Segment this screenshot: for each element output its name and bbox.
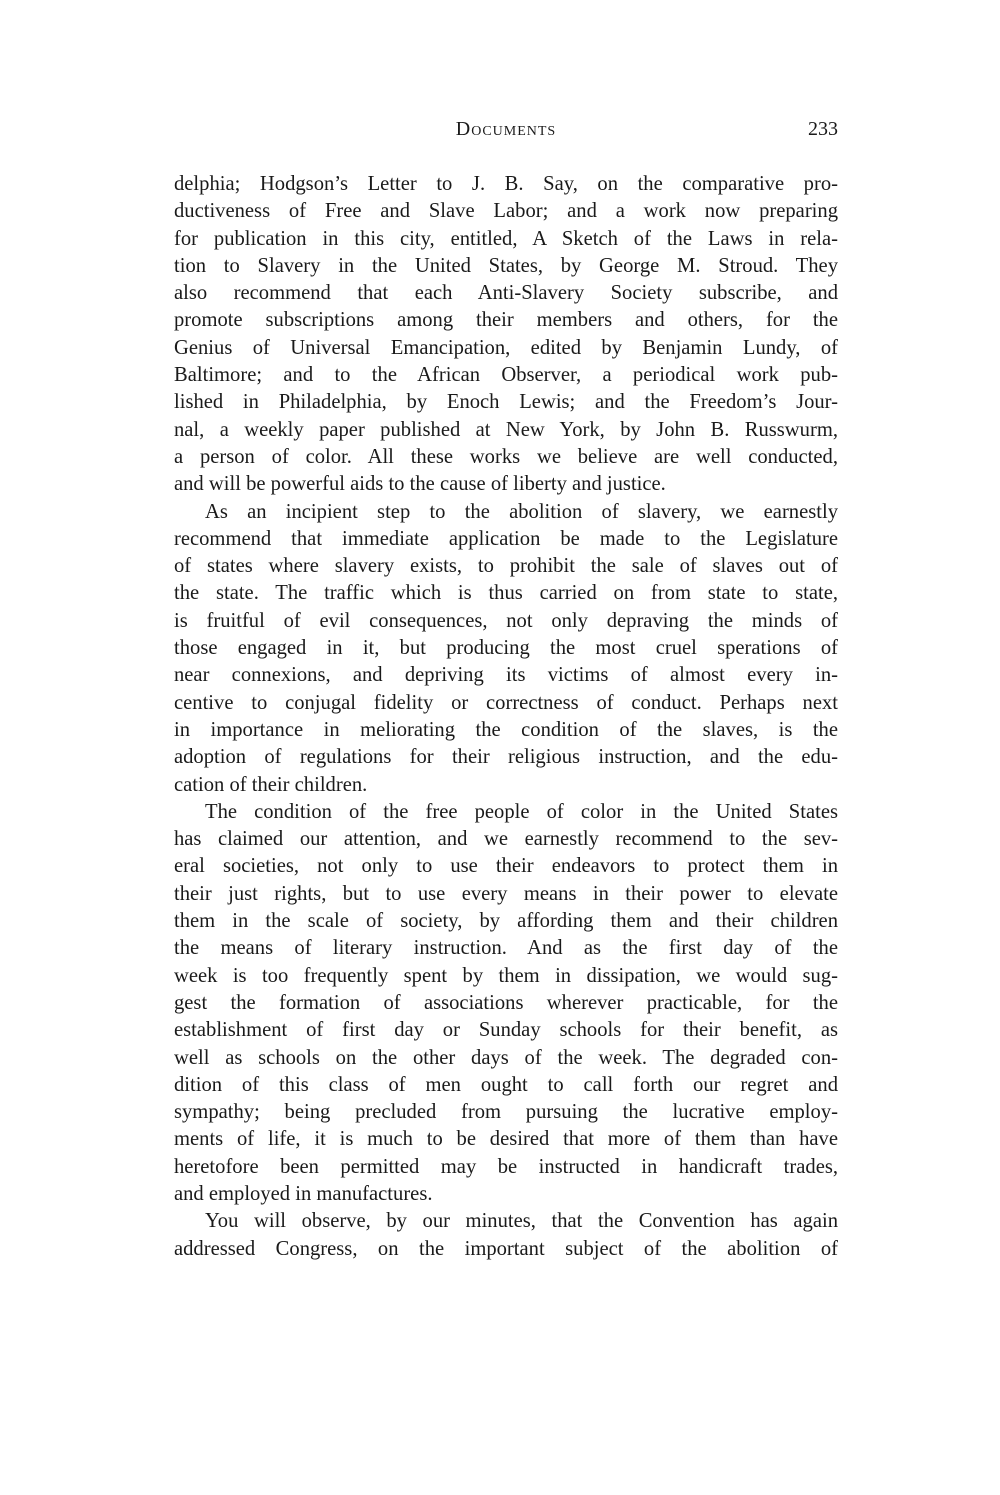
text-line: adoption of regulations for their religious instruction, and the edu- — [174, 746, 838, 769]
text-line: dition of this class of men ought to call forth our regret and — [174, 1073, 838, 1096]
text-line: the state. The traffic which is thus carried on from state to state, — [174, 582, 838, 605]
text-line: in importance in meliorating the condition of the slaves, is the — [174, 718, 838, 741]
text-line: near connexions, and depriving its victims of almost every in- — [174, 664, 838, 687]
text-line: The condition of the free people of color in the United States — [205, 800, 838, 823]
text-line: lished in Philadelphia, by Enoch Lewis; and the Freedom’s Jour- — [174, 391, 838, 414]
text-line: ductiveness of Free and Slave Labor; and a work now preparing — [174, 200, 838, 223]
text-line: heretofore been permitted may be instructed in handicraft trades, — [174, 1155, 838, 1178]
text-line: also recommend that each Anti-Slavery Society subscribe, and — [174, 282, 838, 305]
text-line: tion to Slavery in the United States, by George M. Stroud. They — [174, 254, 838, 277]
running-head — [174, 118, 838, 148]
text-line: cation of their children. — [174, 773, 368, 796]
text-line: Genius of Universal Emancipation, edited by Benjamin Lundy, of — [174, 336, 838, 359]
text-line: centive to conjugal fidelity or correctness of conduct. Perhaps next — [174, 691, 838, 714]
text-line: Baltimore; and to the African Observer, a periodical work pub- — [174, 364, 838, 387]
text-line: those engaged in it, but producing the most cruel sperations of — [174, 637, 838, 660]
text-line: recommend that immediate application be made to the Legislature — [174, 527, 838, 550]
text-line: As an incipient step to the abolition of slavery, we earnestly — [205, 500, 838, 523]
text-line: them in the scale of society, by affording them and their children — [174, 910, 838, 933]
text-line: delphia; Hodgson’s Letter to J. B. Say, on the comparative pro- — [174, 173, 838, 195]
text-line: and employed in manufactures. — [174, 1182, 433, 1205]
text-line: nal, a weekly paper published at New York, by John B. Russwurm, — [174, 418, 838, 441]
text-line: week is too frequently spent by them in dissipation, we would sug- — [174, 964, 838, 987]
text-line: ments of life, it is much to be desired that more of them than have — [174, 1128, 838, 1151]
page-number: 233 — [808, 118, 838, 140]
text-line: is fruitful of evil consequences, not only depraving the minds of — [174, 609, 838, 632]
text-line: for publication in this city, entitled, A Sketch of the Laws in rela- — [174, 227, 838, 250]
body-text — [174, 171, 838, 1263]
text-line: has claimed our attention, and we earnestly recommend to the sev- — [174, 828, 838, 851]
text-line: gest the formation of associations wherever practicable, for the — [174, 991, 838, 1014]
text-line: sympathy; being precluded from pursuing the lucrative employ- — [174, 1101, 838, 1124]
text-line: a person of color. All these works we believe are well conducted, — [174, 445, 838, 468]
text-line: You will observe, by our minutes, that the Convention has again — [205, 1210, 838, 1233]
text-line: promote subscriptions among their members and others, for the — [174, 309, 838, 332]
text-line: of states where slavery exists, to prohibit the sale of slaves out of — [174, 555, 838, 578]
text-line: their just rights, but to use every means in their power to elevate — [174, 882, 838, 905]
running-title: Documents — [455, 118, 557, 140]
text-line: and will be powerful aids to the cause of liberty and justice. — [174, 473, 666, 496]
text-line: well as schools on the other days of the week. The degraded con- — [174, 1046, 838, 1069]
text-line: addressed Congress, on the important subject of the abolition of — [174, 1237, 838, 1260]
text-line: establishment of first day or Sunday schools for their benefit, as — [174, 1019, 838, 1042]
text-line: the means of literary instruction. And as the first day of the — [174, 937, 838, 960]
text-line: eral societies, not only to use their endeavors to protect them in — [174, 855, 838, 878]
